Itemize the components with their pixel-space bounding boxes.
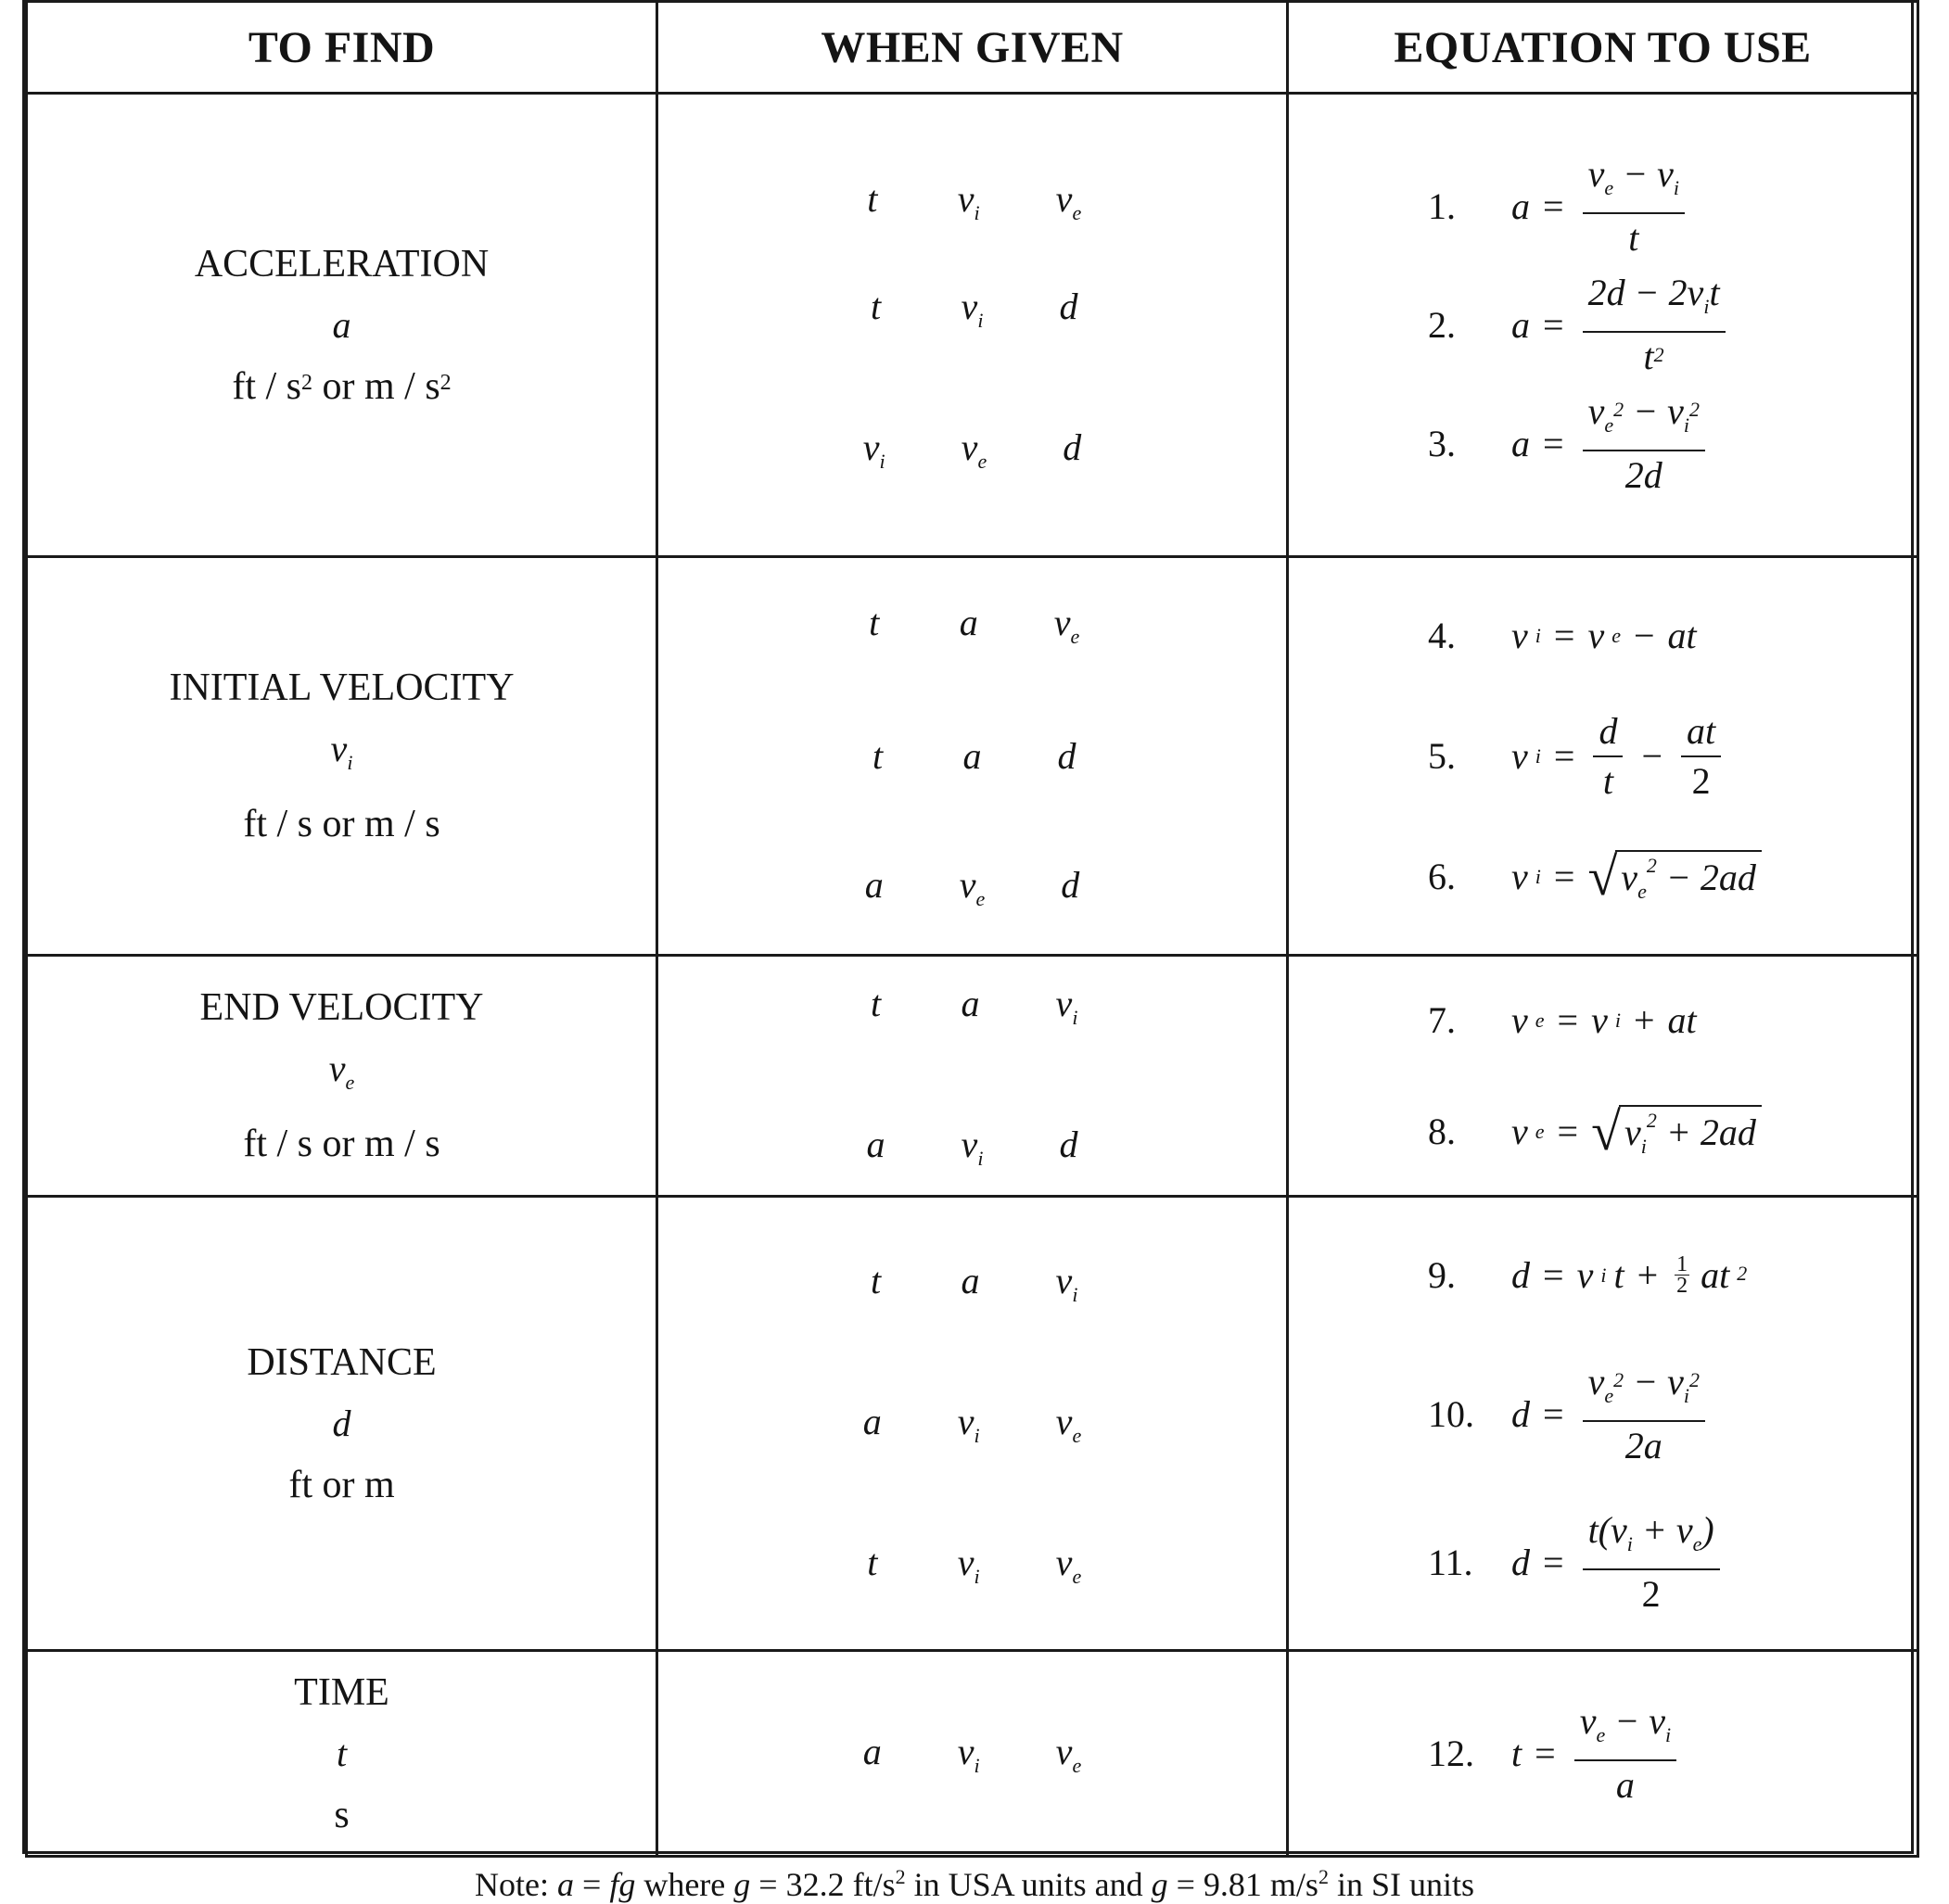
given-end-velocity <box>657 956 1288 1197</box>
quantity-symbol: d <box>332 1402 351 1444</box>
row-acceleration <box>27 94 1918 557</box>
quantity-name: DISTANCE <box>247 1340 437 1384</box>
quantity-symbol: $v_i$ <box>330 728 353 774</box>
quantity-unit: ft / s or m / s <box>243 1123 440 1165</box>
given-set-6: a $v_e$ d <box>864 864 1080 910</box>
equations-acceleration <box>1288 94 1918 557</box>
equation-11: 11. d = $\frac{t(v_i + v_e)}{2}$ <box>1428 1489 1917 1637</box>
equation-6: 6. v i = √ $v_e^2 - 2ad$ <box>1428 821 1917 933</box>
equation-3: 3. a = $\frac{v_e^2 - v_i^2}{2d}$ <box>1428 385 1917 503</box>
given-set-3: $v_i$ $v_e$ d <box>862 425 1082 473</box>
row-distance <box>27 1197 1918 1651</box>
quantity-name: TIME <box>294 1670 389 1714</box>
equation-8: 8. v e = √ $v_i^2 + 2ad$ <box>1428 1076 1917 1187</box>
equations-initial-velocity <box>1288 557 1918 956</box>
quantity-name: END VELOCITY <box>199 986 484 1029</box>
kinematics-equation-table <box>25 0 1919 1858</box>
given-set-9: t a $v_i$ <box>870 1259 1078 1306</box>
header-row <box>27 2 1918 94</box>
equations-end-velocity <box>1288 956 1918 1197</box>
given-set-11: t $v_i$ $v_e$ <box>867 1541 1082 1588</box>
equation-2: 2. a = $\frac{2d - 2v_it}{t^2}$ <box>1428 266 1917 385</box>
find-time <box>27 1651 657 1857</box>
row-time <box>27 1651 1918 1857</box>
find-distance <box>27 1197 657 1651</box>
find-initial-velocity <box>27 557 657 956</box>
find-end-velocity <box>27 956 657 1197</box>
quantity-unit: ft / $s^2$ or m / $s^2$ <box>232 364 452 408</box>
quantity-unit: s <box>334 1793 350 1836</box>
equation-10: 10. d = $\frac{v_e^2 - v_i^2}{2a}$ <box>1428 1340 1917 1489</box>
given-initial-velocity <box>657 557 1288 956</box>
quantity-symbol: $v_e$ <box>328 1047 355 1094</box>
header-equation-to-use: EQUATION TO USE <box>1288 2 1918 94</box>
given-set-7: t a $v_i$ <box>870 982 1078 1029</box>
quantity-unit: ft or m <box>288 1463 395 1506</box>
equation-7: 7. v e = v i + at <box>1428 999 1697 1041</box>
quantity-symbol: a <box>332 303 351 346</box>
given-set-5: t a d <box>872 735 1076 777</box>
equation-1: 1. a = $\frac{v_e - v_i}{t}$ <box>1428 147 1917 266</box>
equation-table-sheet <box>22 0 1914 1854</box>
given-acceleration <box>657 94 1288 557</box>
find-acceleration <box>27 94 657 557</box>
row-end-velocity <box>27 956 1918 1197</box>
given-set-2: t $v_i$ d <box>870 285 1078 332</box>
given-distance <box>657 1197 1288 1651</box>
quantity-unit: ft / s or m / s <box>243 803 440 845</box>
header-to-find: TO FIND <box>27 2 657 94</box>
given-time <box>657 1651 1288 1857</box>
given-set-8: a $v_i$ d <box>866 1123 1078 1170</box>
given-set-4: t a $v_e$ <box>869 602 1080 648</box>
quantity-name: ACCELERATION <box>194 242 490 286</box>
given-set-10: a $v_i$ $v_e$ <box>862 1400 1082 1447</box>
footnote-gravity: Note: a = fg where g = 32.2 $ft/s^2$ in USA units and g = 9.81 $m/s^2$ in SI units <box>475 1865 1474 1903</box>
given-set-1: t $v_i$ $v_e$ <box>867 177 1082 224</box>
given-set-12: a $v_i$ $v_e$ <box>862 1730 1082 1777</box>
equation-4: 4. v i = v e − at <box>1428 615 1697 656</box>
row-initial-velocity <box>27 557 1918 956</box>
equations-time <box>1288 1651 1918 1857</box>
equation-9: 9. d = v i t + $\frac{1}{2}$ at 2 <box>1428 1252 1748 1298</box>
equations-distance <box>1288 1197 1918 1651</box>
quantity-symbol: t <box>336 1732 348 1774</box>
header-when-given: WHEN GIVEN <box>657 2 1288 94</box>
quantity-name: INITIAL VELOCITY <box>169 666 515 709</box>
equation-5: 5. v i = $\frac{d}{t}$ − $\frac{at}{2}$ <box>1428 692 1917 821</box>
equation-12: 12. t = $\frac{v_e - v_i}{a}$ <box>1428 1670 1917 1837</box>
